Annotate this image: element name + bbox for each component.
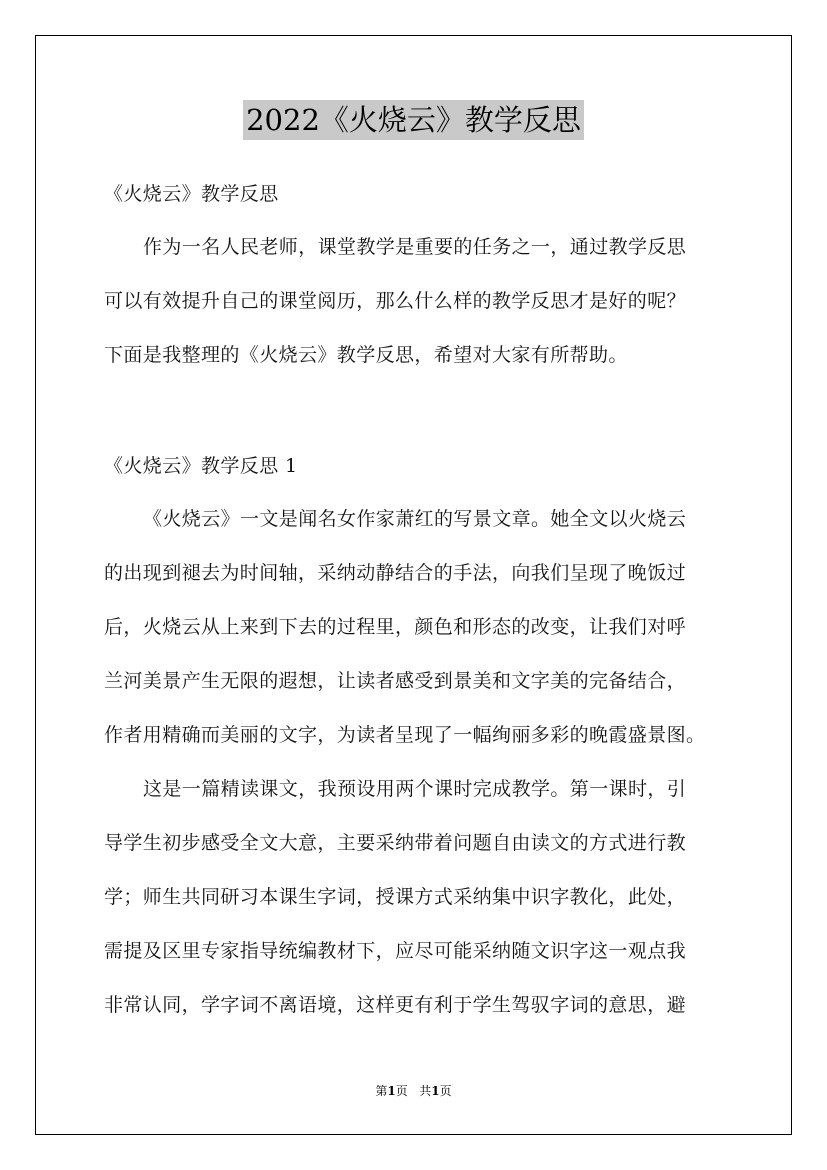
paragraph-line: 需提及区里专家指导统编教材下，应尽可能采纳随文识字这一观点我: [104, 940, 687, 962]
paragraph-line: 《火烧云》一文是闻名女作家萧红的写景文章。她全文以火烧云: [143, 508, 687, 530]
paragraph-line: 后，火烧云从上来到下去的过程里，颜色和形态的改变，让我们对呼: [104, 616, 687, 638]
footer-total-number: 1: [431, 1084, 440, 1098]
paragraph-line: 作者用精确而美丽的文字，为读者呈现了一幅绚丽多彩的晚霞盛景图。: [104, 724, 706, 746]
paragraph-line: 兰河美景产生无限的遐想，让读者感受到景美和文字美的完备结合，: [104, 670, 687, 692]
footer-page-unit: 页: [395, 1084, 408, 1098]
paragraph-line: 这是一篇精读课文，我预设用两个课时完成教学。第一课时，引: [143, 778, 687, 800]
paragraph-line: 非常认同，学字词不离语境，这样更有利于学生驾驭字词的意思，避: [104, 994, 687, 1016]
footer-page-label: 第: [375, 1084, 388, 1098]
page-footer: [0, 1082, 827, 1100]
subtitle: 《火烧云》教学反思: [104, 183, 279, 205]
title-container: [0, 100, 827, 140]
footer-total-unit: 页: [439, 1084, 452, 1098]
paragraph-line: 导学生初步感受全文大意，主要采纳带着问题自由读文的方式进行教: [104, 832, 687, 854]
intro-line: 下面是我整理的《火烧云》教学反思，希望对大家有所帮助。: [104, 344, 628, 366]
intro-line: 可以有效提升自己的课堂阅历，那么什么样的教学反思才是好的呢？: [104, 290, 687, 312]
paragraph-line: 学；师生共同研习本课生字词，授课方式采纳集中识字教化，此处，: [104, 886, 687, 908]
paragraph-line: 的出现到褪去为时间轴，采纳动静结合的手法，向我们呈现了晚饭过: [104, 562, 687, 584]
intro-line: 作为一名人民老师，课堂教学是重要的任务之一，通过教学反思: [143, 236, 687, 258]
section-heading: 《火烧云》教学反思 1: [104, 455, 298, 477]
footer-page-number: 1: [387, 1084, 396, 1098]
footer-total-label: 共: [419, 1084, 432, 1098]
document-title: 2022《火烧云》教学反思: [243, 100, 584, 140]
